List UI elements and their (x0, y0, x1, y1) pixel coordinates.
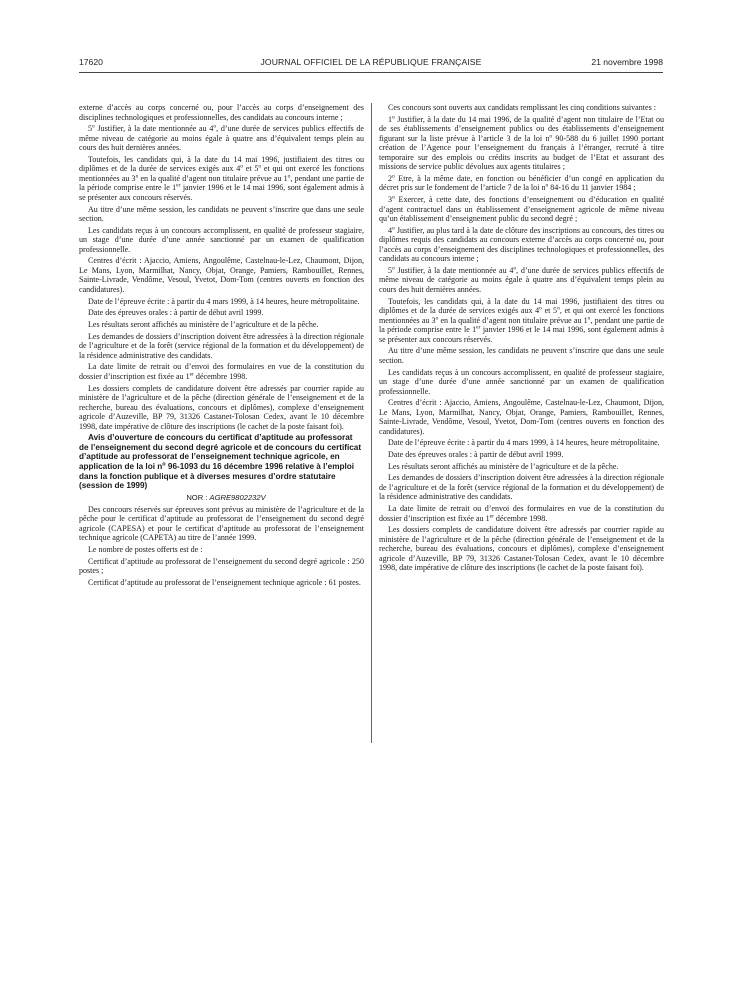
paragraph: Les candidats reçus à un concours accomplissent, en qualité de professeur stagiaire, un stage d’une durée d’une année sanctionné par un examen de qualification professionnelle. (79, 225, 364, 254)
nor-code: AGRE9802232V (209, 493, 266, 502)
paragraph: Les dossiers complets de candidature doivent être adressés par courrier rapide au ministère de l’agriculture et de la pêche (direction générale de l’enseignement et de la recherche, bureau des évaluations, concours et diplômes), complexe d’enseignement agricole d’Auzeville, BP 79, 31326 Castanet-Tolosan Cedex, avant le 10 décembre 1998, date impérative de clôture des inscriptions (le cachet de la poste faisant foi). (79, 383, 364, 431)
left-column (79, 103, 364, 589)
paragraph: Certificat d’aptitude au professorat de l’enseignement du second degré agricole : 250 postes ; (79, 556, 364, 576)
paragraph: Les demandes de dossiers d’inscription doivent être adressées à la direction régionale de l’agriculture et de la forêt (service régional de la formation et du développement) de la résidence administrative des candidats. (379, 473, 664, 502)
paragraph: 3$^o$ Exercer, à cette date, des fonctions d’enseignement ou d’éducation en qualité d’agent contractuel dans un établissement d’enseignement agricole de même niveau qu’un établissement d’enseignement public du second degré ; (379, 194, 664, 224)
paragraph: Centres d’écrit : Ajaccio, Amiens, Angoulême, Castelnau-le-Lez, Chaumont, Dijon, Le Mans, Lyon, Marmilhat, Nancy, Objat, Orange, Pamiers, Rambouillet, Rennes, Sainte-Livrade, Vendôme, Vesoul, Yvetot, Dom-Tom (centres ouverts en fonction des candidatures). (79, 256, 364, 294)
paragraph: Au titre d’une même session, les candidats ne peuvent s’inscrire que dans une seule section. (79, 204, 364, 224)
column-divider (371, 103, 372, 743)
paragraph: 5$^o$ Justifier, à la date mentionnée au 4$^o$, d’une durée de services publics effectifs de même niveau de catégorie au moins égale à quatre ans d’équivalent temps plein au cours des huit dernières années. (379, 265, 664, 294)
paragraph: 2$^o$ Etre, à la même date, en fonction ou bénéficier d’un congé en application du décret pris sur le fondement de l’article 7 de la loi $n^o$ 84-16 du 11 janvier 1984 ; (379, 173, 664, 193)
right-column (379, 103, 664, 575)
paragraph: 4$^o$ Justifier, au plus tard à la date de clôture des inscriptions au concours, des titres ou diplômes requis des candidats au concours externe d’accès au corps concerné ou, pour l’accès au corps d’enseignement des disciplines technologiques et professionnelles, des candidats au concours interne ; (379, 225, 664, 264)
paragraph: Des concours réservés sur épreuves sont prévus au ministère de l’agriculture et de la pêche pour le certificat d’aptitude au professorat de l’enseignement du second degré agricole (CAPESA) et pour le certificat d’aptitude au professorat de l’enseignement technique agricole (CAPETA) au titre de l’année 1999. (79, 504, 364, 543)
paragraph: Les résultats seront affichés au ministère de l’agriculture et de la pêche. (88, 320, 319, 329)
journal-title: JOURNAL OFFICIEL DE LA RÉPUBLIQUE FRANÇAISE (260, 57, 482, 67)
paragraph: Les demandes de dossiers d’inscription doivent être adressées à la direction régionale de l’agriculture et de la forêt (service régional de la formation et du développement) de la résidence administrative des candidats. (79, 331, 364, 360)
paragraph: Les dossiers complets de candidature doivent être adressés par courrier rapide au ministère de l’agriculture et de la pêche (direction générale de l’enseignement et de la recherche, bureau des évaluations, concours et diplômes), complexe d’enseignement agricole d’Auzeville, BP 79, 31326 Castanet-Tolosan Cedex, avant le 10 décembre 1998, date impérative de clôture des inscriptions (le cachet de la poste faisant foi). (379, 525, 664, 573)
paragraph: 5$^o$ Justifier, à la date mentionnée au 4$^o$, d’une durée de services publics effectifs de même niveau de catégorie au moins égale à quatre ans d’équivalent temps plein au cours des huit dernières années. (79, 123, 364, 153)
page-number: 17620 (79, 57, 103, 67)
paragraph: Date des épreuves orales : à partir de début avril 1999. (88, 308, 264, 318)
paragraph: Ces concours sont ouverts aux candidats remplissant les cinq conditions suivantes : (388, 103, 656, 112)
paragraph: Les résultats seront affichés au ministère de l’agriculture et de la pêche. (388, 461, 619, 471)
paragraph: Date de l’épreuve écrite : à partir du 4 mars 1999, à 14 heures, heure métropolitaine. (88, 296, 360, 306)
notice-title: Avis d’ouverture de concours du certificat d’aptitude au professorat de l’enseignement du second degré agricole et de concours du certificat d’aptitude au professorat de l’enseignement technique agricole, en application de la loi $n^o$ 96-1093 du 16 décembre 1996 relative à l’emploi dans la fonction publique et à diverses mesures d’ordre statutaire (session de 1999) (79, 433, 362, 491)
paragraph: La date limite de retrait ou d’envoi des formulaires en vue de la constitution du dossier d’inscription est fixée au 1er décembre 1998. (79, 362, 364, 381)
page-header (79, 57, 663, 71)
paragraph: Le nombre de postes offerts est de : (88, 544, 203, 554)
paragraph: Date des épreuves orales : à partir de début avril 1999. (388, 450, 564, 460)
paragraph: Centres d’écrit : Ajaccio, Amiens, Angoulême, Castelnau-le-Lez, Chaumont, Dijon, Le Mans, Lyon, Marmilhat, Nancy, Objat, Orange, Pamiers, Rambouillet, Rennes, Sainte-Livrade, Vendôme, Vesoul, Yvetot, Dom-Tom (centres ouverts en fonction des candidatures). (379, 398, 664, 436)
paragraph: Date de l’épreuve écrite : à partir du 4 mars 1999, à 14 heures, heure métropolitaine. (388, 438, 660, 448)
issue-date: 21 novembre 1998 (591, 57, 663, 67)
paragraph: Les candidats reçus à un concours accomplissent, en qualité de professeur stagiaire, un stage d’une durée d’une année sanctionné par un examen de qualification professionnelle. (379, 367, 664, 396)
paragraph: Toutefois, les candidats qui, à la date du 14 mai 1996, justifiaient des titres ou diplômes et de la durée de services exigés aux 4$^o$ et 5$^o$ et qui ont exercé les fonctions mentionnées au 3$^o$ en la qualité d’agent non titulaire prévue au 1$^o$, pendant une partie de la période comprise entre le 1er janvier 1996 et le 14 mai 1996, sont également admis à se présenter aux concours réservés. (79, 154, 365, 202)
paragraph: externe d’accès au corps concerné ou, pour l’accès au corps d’enseignement des disciplines technologiques et professionnelles, des candidats au concours interne ; (79, 103, 364, 122)
paragraph: Certificat d’aptitude au professorat de l’enseignement technique agricole : 61 postes. (88, 577, 361, 587)
paragraph: Au titre d’une même session, les candidats ne peuvent s’inscrire que dans une seule section. (379, 346, 664, 365)
paragraph: Toutefois, les candidats qui, à la date du 14 mai 1996, justifiaient des titres ou diplômes et de la durée de services exigés aux 4$^o$ et 5$^o$, et qui ont exercé les fonctions mentionnées au 3$^o$ en la qualité d’agent non titulaire prévue au 1$^o$, pendant une partie de la période comprise entre le 1er janvier 1996 et le 14 mai 1996, sont également admis à se présenter aux concours réservés. (379, 296, 665, 344)
paragraph: La date limite de retrait ou d’envoi des formulaires en vue de la constitution du dossier d’inscription est fixée au 1er décembre 1998. (379, 504, 664, 523)
header-rule (79, 72, 663, 73)
nor-reference (79, 493, 364, 503)
paragraph: 1$^o$ Justifier, à la date du 14 mai 1996, de la qualité d’agent non titulaire de l’Etat ou de ses établissements d’enseignement publics ou des établissements d’enseignement figurant sur la liste prévue à l’article 3 de la loi $n^o$ 90-588 du 6 juillet 1990 portant création de l’Agence pour l’enseignement du français à l’étranger, recruté à titre temporaire sur des emplois ou crédits inscrits au budget de l’Etat et assurant des missions de service public dévolues aux agents titulaires ; (379, 114, 664, 172)
nor-label: NOR : (186, 493, 210, 502)
